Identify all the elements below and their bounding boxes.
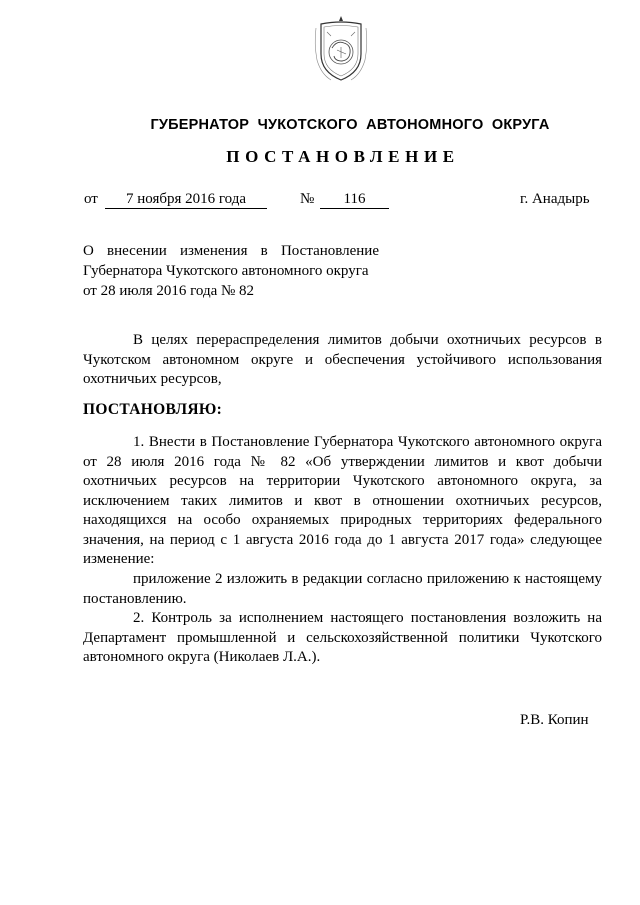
subject-line: О внесении изменения в Постановление	[83, 243, 379, 259]
date-prefix-label: от	[84, 191, 98, 207]
number-label: №	[300, 191, 315, 207]
preamble-line: охотничьих ресурсов,	[83, 371, 222, 387]
document-subject	[83, 241, 379, 301]
clause-line: автономного округа (Николаев Л.А.).	[83, 649, 321, 665]
clause-1-sub-paragraph	[83, 570, 602, 609]
clause-line: значения, на период с 1 августа 2016 года до 1 августа 2017 года» следующее	[83, 531, 602, 548]
issuing-authority-title: ГУБЕРНАТОР ЧУКОТСКОГО АВТОНОМНОГО ОКРУГА	[150, 117, 550, 133]
document-type-title: ПОСТАНОВЛЕНИЕ	[226, 147, 460, 166]
clause-1-paragraph	[83, 433, 602, 570]
document-number: 116	[320, 191, 389, 209]
subject-line: Губернатора Чукотского автономного округа	[83, 263, 369, 279]
preamble-paragraph	[83, 331, 602, 390]
clause-line: исключением таких лимитов и квот в отношении охотничьих ресурсов,	[83, 492, 602, 509]
signatory-name: Р.В. Копин	[520, 712, 589, 728]
clause-line: от 28 июля 2016 года № 82 «Об утверждении лимитов и квот добычи	[83, 453, 602, 470]
clause-line: находящихся на особо охраняемых природных территориях федерального	[83, 512, 602, 528]
clause-line: приложение 2 изложить в редакции согласно приложению к настоящему	[133, 571, 602, 587]
clause-line: постановлению.	[83, 590, 187, 607]
clause-2-paragraph	[83, 609, 602, 668]
document-date: 7 ноября 2016 года	[105, 191, 267, 209]
document-meta-row	[0, 191, 640, 213]
preamble-line: Чукотском автономном округе и обеспечения устойчивого использования	[83, 351, 602, 368]
clause-line: Департамент промышленной и сельскохозяйственной политики Чукотского	[83, 629, 602, 646]
preamble-line: В целях перераспределения лимитов добычи охотничьих ресурсов в	[133, 332, 602, 348]
clause-line: 2. Контроль за исполнением настоящего постановления возложить на	[133, 610, 602, 626]
clause-line: изменение:	[83, 551, 155, 567]
resolve-heading: ПОСТАНОВЛЯЮ:	[83, 401, 223, 418]
coat-of-arms-emblem	[313, 14, 369, 84]
clause-line: 1. Внести в Постановление Губернатора Чукотского автономного округа	[133, 434, 602, 450]
city-label: г. Анадырь	[520, 191, 590, 207]
clause-line: охотничьих ресурсов на территории Чукотского автономного округа, за	[83, 473, 602, 489]
subject-line: от 28 июля 2016 года № 82	[83, 283, 255, 299]
